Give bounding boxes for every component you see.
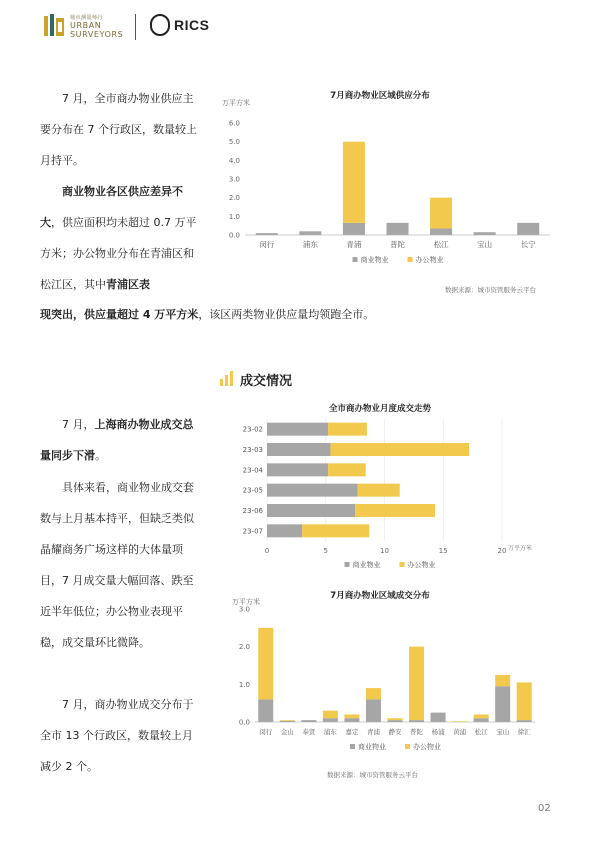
bar-商业物业 [267, 423, 328, 436]
brand-en-1: URBAN [70, 21, 102, 30]
legend-swatch [345, 562, 350, 567]
bar-商业物业 [267, 484, 357, 497]
section1-p1-text: 7 月，全市商办物业供应主要分布在 7 个行政区，数量较上月持平。 [40, 92, 197, 167]
section1-p2-bold: 商业物业各区供应差异不大 [40, 185, 183, 229]
y-tick-label: 2.0 [238, 643, 250, 652]
x-axis-unit: 万平方米 [508, 545, 533, 552]
y-tick-label: 3.0 [238, 605, 250, 614]
y-tick-label: 4.0 [228, 156, 240, 165]
category-label: 金山 [280, 728, 294, 736]
section1-p2-rest: ，供应面积均未超过 0.7 万平方米；办公物业分布在青浦区和松江区，其中 [40, 216, 197, 291]
section1-p3-rest: ，该区两类物业供应量均领跑全市。 [198, 308, 375, 321]
chart1-title: 7月商办物业区域供应分布 [330, 91, 430, 101]
bar-办公物业 [495, 675, 510, 686]
category-label: 宝山 [477, 240, 493, 249]
bar-商业物业 [517, 720, 532, 722]
category-label: 23-04 [242, 466, 263, 475]
y-tick-label: 0.0 [238, 718, 250, 727]
section1-p3-bold: 现突出，供应量超过 4 万平方米 [40, 308, 199, 321]
bar-商业物业 [430, 228, 452, 235]
legend-label: 办公物业 [413, 743, 441, 751]
bar-办公物业 [344, 714, 359, 718]
brand-cn: 城市测量师行 [70, 15, 104, 21]
header-divider [135, 14, 136, 40]
bar-办公物业 [330, 443, 469, 456]
bar-办公物业 [323, 711, 338, 719]
bar-商业物业 [280, 721, 295, 722]
bar-办公物业 [258, 628, 273, 700]
bar-商业物业 [344, 718, 359, 722]
bar-办公物业 [280, 720, 295, 721]
category-label: 青浦 [346, 240, 362, 249]
x-tick-label: 15 [438, 547, 448, 555]
chart3-svg [220, 604, 550, 764]
bar-办公物业 [517, 682, 532, 720]
category-label: 23-03 [242, 446, 263, 454]
category-label: 23-02 [242, 425, 263, 434]
bar-办公物业 [343, 142, 365, 223]
category-label: 浦东 [302, 240, 318, 249]
x-tick-label: 20 [497, 547, 507, 555]
bar-办公物业 [328, 463, 366, 476]
section2-p1-b: 。 [95, 449, 106, 462]
bar-办公物业 [409, 647, 424, 720]
page-number: 02 [538, 803, 551, 814]
section2-p1-bold: 上海商办物业成交总量同步下滑 [40, 418, 194, 462]
chart2-svg [220, 415, 550, 575]
legend-label: 商业物业 [358, 743, 386, 751]
section1-paragraph-2 [40, 176, 202, 300]
category-label: 宝山 [496, 728, 510, 736]
category-label: 普陀 [410, 728, 424, 736]
bar-办公物业 [474, 714, 489, 718]
chart3-title: 7月商办物业区域成交分布 [330, 591, 430, 601]
chart3-source: 数据来源：城市资管服务云平台 [327, 771, 418, 779]
y-tick-label: 2.0 [228, 194, 240, 203]
y-tick-label: 1.0 [238, 680, 250, 689]
section1-p2-bold2: 青浦区表 [106, 278, 150, 291]
category-label: 长宁 [520, 240, 536, 249]
bar-办公物业 [328, 423, 367, 436]
category-label: 松江 [433, 240, 449, 249]
bar-办公物业 [430, 198, 452, 229]
category-label: 松江 [474, 728, 488, 736]
bar-商业物业 [299, 231, 321, 235]
bar-商业物业 [387, 223, 409, 235]
legend-swatch [400, 562, 405, 567]
section1-paragraph-1 [40, 83, 202, 176]
category-label: 嘉定 [345, 728, 359, 736]
section2-paragraph-1 [40, 409, 202, 471]
bar-办公物业 [388, 718, 403, 720]
bar-商业物业 [301, 720, 316, 722]
category-label: 闵行 [259, 728, 273, 736]
bar-商业物业 [474, 232, 496, 235]
rics-logo-text: RICS [174, 17, 210, 33]
category-label: 23-05 [242, 486, 263, 495]
bar-办公物业 [357, 484, 399, 497]
category-label: 浦东 [323, 728, 337, 736]
y-tick-label: 6.0 [228, 119, 240, 128]
bar-商业物业 [267, 443, 330, 456]
section2-p3-text: 7 月，商办物业成交分布于全市 13 个行政区，数量较上月减少 2 个。 [40, 698, 194, 773]
bar-商业物业 [409, 720, 424, 722]
y-tick-label: 1.0 [228, 212, 240, 221]
chart3-ylabel: 万平方米 [232, 598, 260, 606]
bar-商业物业 [267, 463, 328, 476]
category-label: 青浦 [366, 728, 380, 736]
bar-商业物业 [258, 699, 273, 722]
bar-商业物业 [474, 718, 489, 722]
bar-商业物业 [267, 524, 302, 537]
section2-paragraph-3 [40, 689, 202, 782]
bar-商业物业 [431, 713, 446, 722]
bar-办公物业 [302, 524, 369, 537]
category-label: 黄浦 [453, 728, 467, 736]
section2-paragraph-2 [40, 472, 202, 658]
y-tick-label: 0.0 [228, 231, 240, 240]
legend-label: 办公物业 [407, 561, 436, 569]
bar-商业物业 [323, 718, 338, 722]
legend-label: 商业物业 [360, 256, 389, 264]
section2-p1-a: 7 月， [62, 418, 95, 431]
rics-logo-icon [150, 14, 170, 36]
legend-swatch [353, 257, 358, 262]
bar-商业物业 [267, 504, 355, 517]
chart1-svg [220, 108, 550, 278]
bar-商业物业 [388, 720, 403, 722]
legend-swatch [408, 257, 413, 262]
chart1-ylabel: 万平方米 [222, 99, 250, 107]
category-label: 23-06 [242, 507, 263, 515]
bar-chart-icon [219, 370, 235, 386]
category-label: 奉贤 [302, 728, 316, 736]
brand-name [70, 15, 123, 39]
category-label: 23-07 [242, 527, 263, 536]
bar-商业物业 [256, 233, 278, 235]
bar-办公物业 [452, 721, 467, 722]
bar-商业物业 [495, 686, 510, 722]
urban-surveyors-logo [44, 14, 66, 38]
bar-商业物业 [366, 699, 381, 722]
category-label: 静安 [388, 728, 402, 736]
chart1-source: 数据来源：城市资管服务云平台 [445, 286, 536, 294]
legend-label: 办公物业 [415, 256, 444, 264]
category-label: 杨浦 [431, 728, 445, 736]
chart2-title: 全市商办物业月度成交走势 [328, 404, 431, 414]
section2-p2-text: 具体来看，商业物业成交套数与上月基本持平，但缺乏类似晶耀商务广场这样的大体量项目，7 月成交量大幅回落、跌至近半年低位；办公物业表现平稳，成交量环比微降。 [40, 481, 194, 649]
y-tick-label: 3.0 [228, 175, 240, 184]
brand-en-2: SURVEYORS [70, 30, 124, 39]
section2-title: 成交情况 [240, 374, 293, 389]
x-tick-label: 0 [264, 547, 270, 555]
category-label: 徐汇 [517, 728, 531, 736]
x-tick-label: 10 [380, 547, 389, 555]
category-label: 普陀 [390, 240, 405, 249]
legend-swatch [405, 744, 410, 749]
bar-办公物业 [366, 688, 381, 699]
y-tick-label: 5.0 [228, 138, 240, 147]
bar-办公物业 [355, 504, 435, 517]
category-label: 闵行 [259, 240, 275, 249]
bar-商业物业 [343, 223, 365, 235]
x-tick-label: 5 [323, 547, 328, 555]
legend-label: 商业物业 [352, 561, 381, 569]
legend-swatch [350, 744, 355, 749]
section1-paragraph-3 [40, 306, 560, 322]
bar-商业物业 [517, 223, 539, 235]
